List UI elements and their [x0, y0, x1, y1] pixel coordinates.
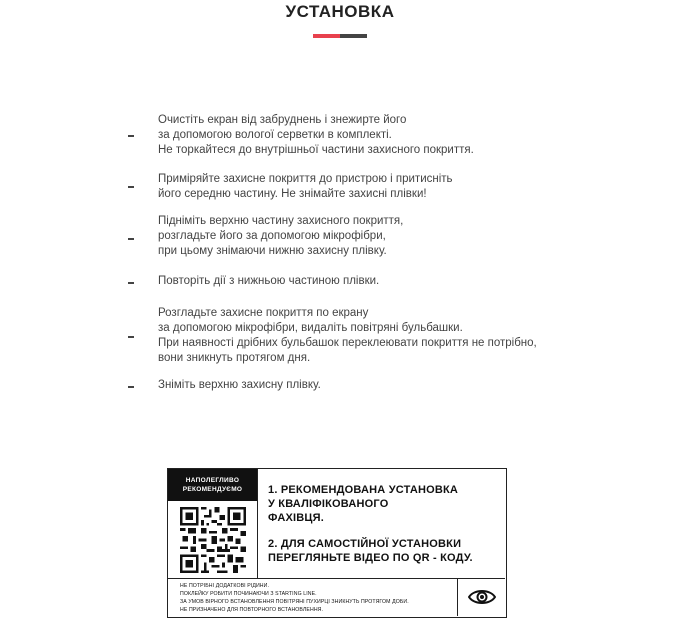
step-line: Підніміть верхню частину захисного покриття, [158, 215, 404, 227]
qr-code-icon[interactable] [180, 507, 246, 573]
title-underline [313, 34, 367, 38]
eye-cell [457, 579, 505, 616]
step-line: При наявності дрібних бульбашок переклеювати покриття не потрібно, [158, 337, 537, 349]
bullet-dash [128, 336, 134, 338]
badge-line: НАПОЛЕГЛИВО [185, 477, 240, 484]
badge-line: РЕКОМЕНДУЄМО [182, 486, 243, 493]
qr-column [168, 469, 258, 578]
note-line: НЕ ПРИЗНАЧЕНО ДЛЯ ПОВТОРНОГО ВСТАНОВЛЕННЯ. [180, 607, 324, 613]
underline-dark-segment [340, 34, 367, 38]
step-line: при цьому знімаючи нижню захисну плівку. [158, 245, 387, 257]
rec1-line: 1. РЕКОМЕНДОВАНА УСТАНОВКА [268, 484, 459, 496]
underline-red-segment [313, 34, 340, 38]
step-line: Очистіть екран від забруднень і знежирте його [158, 114, 407, 126]
note-line: НЕ ПОТРІБНІ ДОДАТКОВІ РІДИНИ. [180, 583, 269, 589]
note-line: ПОКЛЕЙКУ РОБИТИ ПОЧИНАЮЧИ З STARTING LINE. [180, 591, 317, 597]
step-line: Зніміть верхню захисну плівку. [158, 379, 321, 391]
bullet-dash [128, 186, 134, 188]
page-title: УСТАНОВКА [285, 2, 395, 21]
recommendation-text [268, 483, 503, 565]
step-line: розгладьте його за допомогою мікрофібри, [158, 230, 386, 242]
rec2-line: ПЕРЕГЛЯНЬТЕ ВІДЕО ПО QR - КОДУ. [268, 552, 473, 564]
step-line: за допомогою вологої серветки в комплекті. [158, 129, 392, 141]
bullet-dash [128, 135, 134, 137]
notes-row [168, 578, 505, 616]
recommend-badge [168, 469, 257, 501]
bullet-dash [128, 386, 134, 388]
step-line: за допомогою мікрофібри, видаліть повітряні бульбашки. [158, 322, 463, 334]
step-line: Розгладьте захисне покриття по екрану [158, 307, 369, 319]
bullet-dash [128, 282, 134, 284]
notes-list [180, 582, 409, 614]
rec1-line: ФАХІВЦЯ. [268, 512, 324, 524]
step-line: вони зникнуть протягом дня. [158, 352, 311, 364]
step-line: Не торкайтеся до внутрішньої частини захисного покриття. [158, 144, 474, 156]
eye-icon [468, 587, 496, 607]
step-line: Повторіть дії з нижньою частиною плівки. [158, 275, 380, 287]
bullet-dash [128, 238, 134, 240]
note-line: ЗА УМОВ ВІРНОГО ВСТАНОВЛЕННЯ ПОВІТРЯНІ ПУХИРЦІ ЗНИКНУТЬ ПРОТЯГОМ ДОБИ. [180, 599, 409, 605]
rec1-line: У КВАЛІФІКОВАНОГО [268, 498, 389, 510]
rec2-line: 2. ДЛЯ САМОСТІЙНОЇ УСТАНОВКИ [268, 538, 462, 550]
recommendation-box [167, 468, 507, 618]
step-line: Приміряйте захисне покриття до пристрою і притисніть [158, 173, 453, 185]
step-line: його середню частину. Не знімайте захисні плівки! [158, 188, 427, 200]
